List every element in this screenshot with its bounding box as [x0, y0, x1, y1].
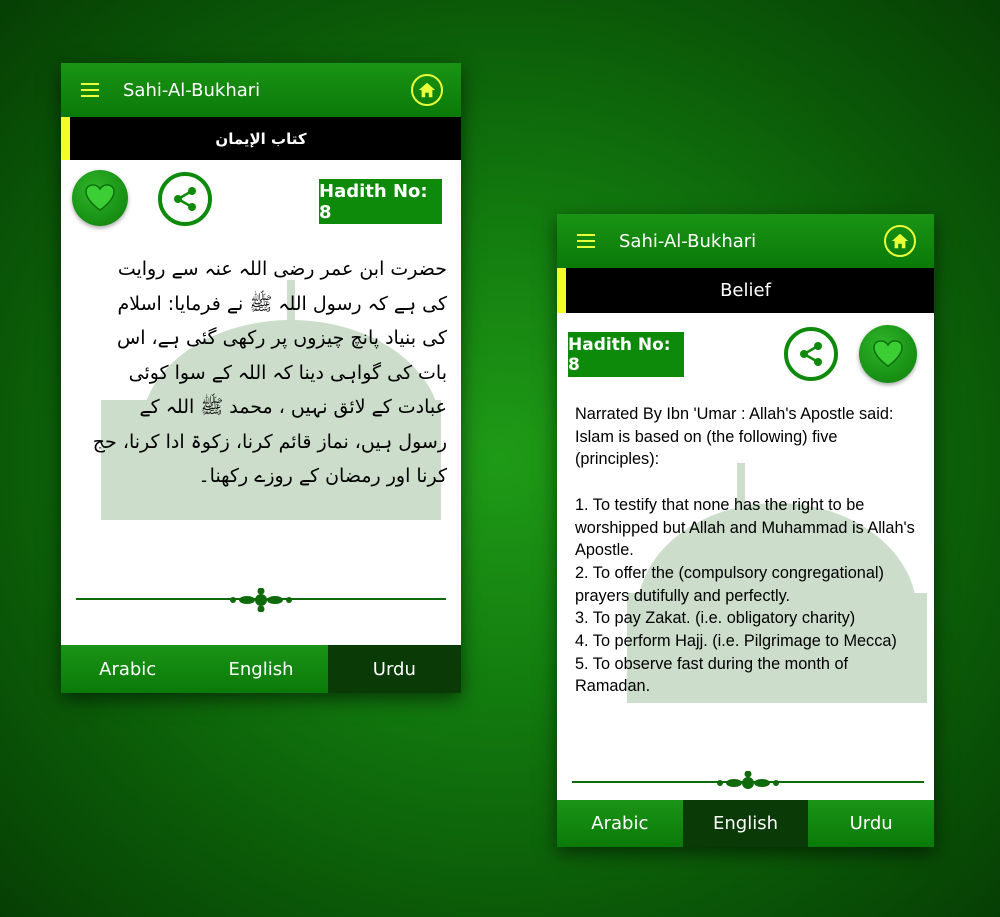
chapter-title: كتاب الإيمان: [215, 129, 307, 148]
chapter-bar: [61, 117, 461, 160]
ornament-divider: [76, 592, 446, 606]
language-tabs: [61, 645, 461, 693]
hadith-number: Hadith No: 8: [319, 179, 442, 224]
menu-icon[interactable]: [81, 83, 99, 97]
menu-icon[interactable]: [577, 234, 595, 248]
share-icon: [172, 186, 198, 212]
app-title: Sahi-Al-Bukhari: [123, 79, 261, 101]
home-icon: [418, 81, 436, 99]
heart-icon: [873, 340, 903, 368]
app-bar: [61, 63, 461, 117]
share-icon: [798, 341, 824, 367]
app-bar: [557, 214, 934, 268]
favorite-button[interactable]: [72, 170, 128, 226]
tab-english[interactable]: English: [194, 645, 327, 693]
tab-urdu[interactable]: Urdu: [808, 800, 934, 847]
favorite-button[interactable]: [859, 325, 917, 383]
chapter-title: Belief: [720, 280, 771, 301]
hadith-text: Narrated By Ibn 'Umar : Allah's Apostle said: Islam is based on (the following) five (principles): 1. To testify that none has the right to be worshipped but Allah and Muhammad is Allah's Apostle. 2. To offer the (compulsory congregational) prayers dutifully and perfectly. 3. To pay Zakat. (i.e. obligatory charity) 4. To perform Hajj. (i.e. Pilgrimage to Mecca) 5. To observe fast during the month of Ramadan.: [575, 405, 915, 696]
tab-english[interactable]: English: [683, 800, 809, 847]
english-screen: [557, 214, 934, 847]
chapter-accent: [557, 268, 566, 313]
share-button[interactable]: [784, 327, 838, 381]
hadith-content: [61, 160, 461, 645]
ornament-divider: [572, 775, 924, 789]
app-title: Sahi-Al-Bukhari: [619, 230, 757, 252]
home-icon: [891, 232, 909, 250]
hadith-number: Hadith No: 8: [568, 332, 684, 377]
home-button[interactable]: [884, 225, 916, 257]
tab-urdu[interactable]: Urdu: [328, 645, 461, 693]
heart-icon: [85, 184, 115, 212]
urdu-screen: [61, 63, 461, 693]
chapter-bar: [557, 268, 934, 313]
tab-arabic[interactable]: Arabic: [557, 800, 683, 847]
share-button[interactable]: [158, 172, 212, 226]
home-button[interactable]: [411, 74, 443, 106]
hadith-text: حضرت ابن عمر رضی اللہ عنہ سے روایت کی ہے کہ رسول اللہ ﷺ نے فرمایا: اسلام کی بنیاد پانچ چیزوں پر رکھی گئی ہے، اس بات کی گواہی دینا کہ اللہ کے سوا کوئی عبادت کے لائق نہیں ، محمد ﷺ اللہ کے رسول ہیں، نماز قائم کرنا، زکوۃ ادا کرنا، حج کرنا اور رمضان کے روزے رکھنا۔: [92, 258, 447, 487]
language-tabs: [557, 800, 934, 847]
chapter-accent: [61, 117, 70, 160]
tab-arabic[interactable]: Arabic: [61, 645, 194, 693]
hadith-content: [557, 313, 934, 800]
